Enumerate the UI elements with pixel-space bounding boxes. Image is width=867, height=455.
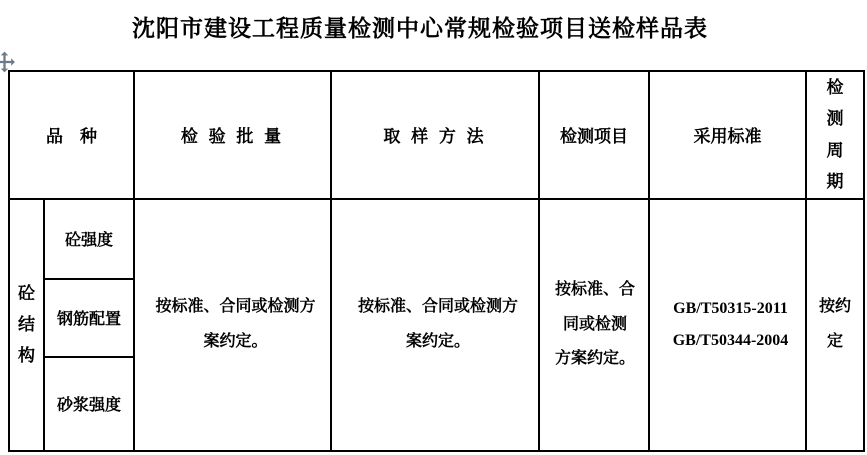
- cell-sampling-method: 按标准、合同或检测方 案约定。: [331, 199, 539, 451]
- header-sampling-method: 取 样 方 法: [331, 71, 539, 199]
- inspection-items-table: [8, 70, 865, 452]
- header-test-cycle: 检 测 周 期: [806, 71, 864, 199]
- cell-test-items: 按标准、合 同或检测 方案约定。: [539, 199, 649, 451]
- page-title: 沈阳市建设工程质量检测中心常规检验项目送检样品表: [132, 15, 708, 41]
- table-header-row: [9, 71, 864, 199]
- cell-category-concrete-structure: 砼 结 构: [9, 199, 44, 451]
- cell-test-cycle: 按约 定: [806, 199, 864, 451]
- cell-adopted-standards: GB/T50315-2011 GB/T50344-2004: [649, 199, 806, 451]
- cell-subitem-mortar-strength: 砂浆强度: [44, 357, 134, 451]
- cell-subitem-concrete-strength: 砼强度: [44, 199, 134, 279]
- header-variety: 品 种: [9, 71, 134, 199]
- header-inspection-batch: 检 验 批 量: [134, 71, 331, 199]
- table-row: [9, 199, 864, 279]
- header-adopted-standard: 采用标准: [649, 71, 806, 199]
- header-test-items: 检测项目: [539, 71, 649, 199]
- cell-inspection-batch: 按标准、合同或检测方 案约定。: [134, 199, 331, 451]
- cell-subitem-rebar-configuration: 钢筋配置: [44, 279, 134, 357]
